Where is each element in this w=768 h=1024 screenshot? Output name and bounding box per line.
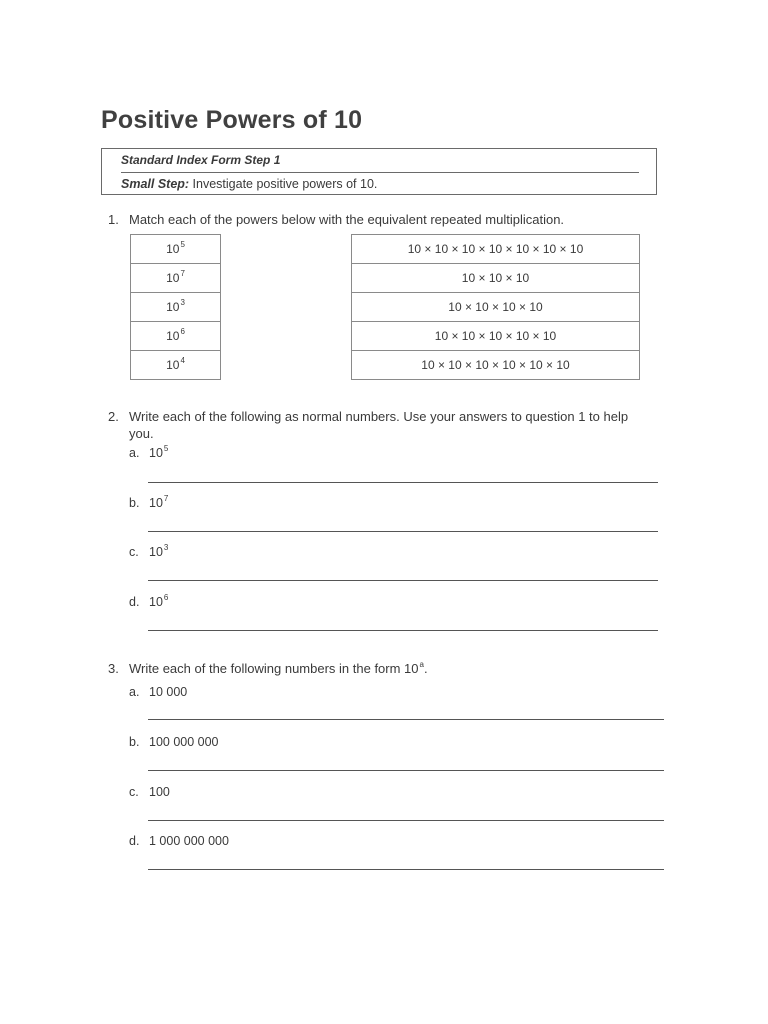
answer-line[interactable] <box>148 820 664 821</box>
answer-line[interactable] <box>148 482 658 483</box>
power-cell[interactable]: $10^5$ <box>131 235 221 264</box>
step-title: Standard Index Form Step 1 <box>121 153 639 173</box>
question-text-line2: you. <box>129 426 154 441</box>
answer-line[interactable] <box>148 630 658 631</box>
answer-line[interactable] <box>148 719 664 720</box>
question-text: Match each of the powers below with the equivalent repeated multiplication. <box>129 212 565 227</box>
question-text: Write each of the following numbers in the form 10$^a$. <box>129 660 428 676</box>
question-text-line1: Write each of the following as normal numbers. Use your answers to question 1 to help <box>129 409 629 424</box>
answer-line[interactable] <box>148 770 664 771</box>
powers-table <box>130 234 221 380</box>
multiplication-cell[interactable]: 10 × 10 × 10 <box>352 264 640 293</box>
small-step-text: Investigate positive powers of 10. <box>189 177 378 191</box>
question-number: 3. <box>108 661 119 676</box>
question-number: 2. <box>108 409 119 424</box>
multiplication-cell[interactable]: 10 × 10 × 10 × 10 × 10 × 10 × 10 <box>352 235 640 264</box>
answer-line[interactable] <box>148 580 658 581</box>
info-box <box>101 148 657 195</box>
multiplication-cell[interactable]: 10 × 10 × 10 × 10 <box>352 293 640 322</box>
answer-line[interactable] <box>148 869 664 870</box>
small-step <box>121 177 377 191</box>
multiplication-cell[interactable]: 10 × 10 × 10 × 10 × 10 × 10 <box>352 351 640 380</box>
small-step-label: Small Step: <box>121 177 190 191</box>
power-cell[interactable]: $10^4$ <box>131 351 221 380</box>
power-cell[interactable]: $10^7$ <box>131 264 221 293</box>
power-cell[interactable]: $10^3$ <box>131 293 221 322</box>
power-cell[interactable]: $10^6$ <box>131 322 221 351</box>
multiplication-cell[interactable]: 10 × 10 × 10 × 10 × 10 <box>352 322 640 351</box>
multiplications-table <box>351 234 640 380</box>
answer-line[interactable] <box>148 531 658 532</box>
page-title: Positive Powers of 10 <box>101 106 363 134</box>
question-number: 1. <box>108 212 119 227</box>
